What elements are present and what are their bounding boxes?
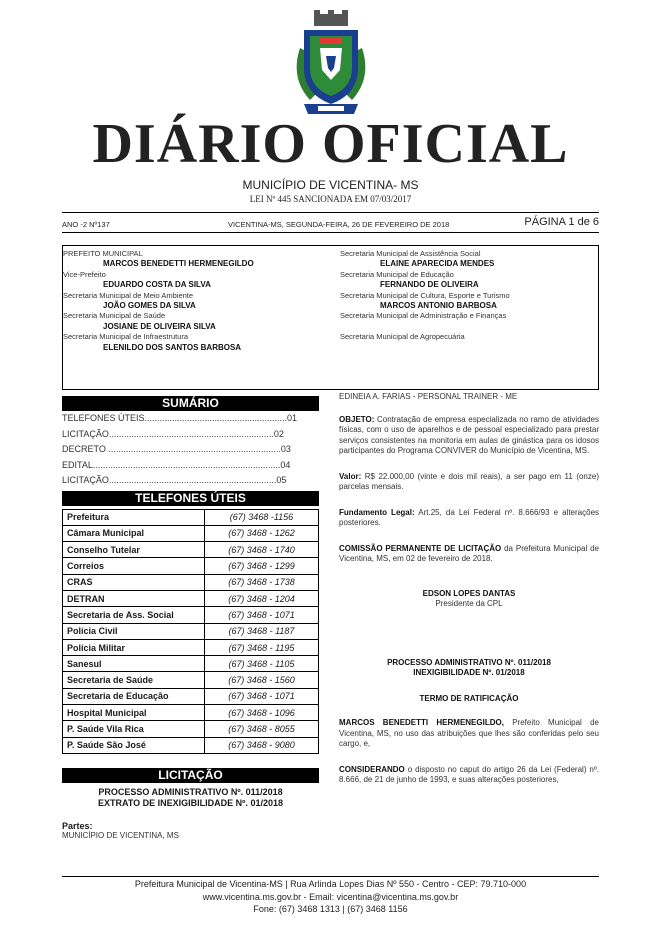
- official-name: EDUARDO COSTA DA SILVA: [103, 280, 211, 290]
- phone-name: Polícia Militar: [63, 639, 205, 655]
- contratada: EDINEIA A. FARIAS - PERSONAL TRAINER - ME: [339, 392, 518, 401]
- inexigibilidade-line-text: INEXIGIBILIDADE Nº. 01/2018: [413, 668, 525, 677]
- phone-number: (67) 3468 - 1195: [205, 639, 319, 655]
- fundamento-text: Art.25, da Lei Federal nº. 8.666/93 e alterações posteriores.: [339, 507, 600, 527]
- phone-number: (67) 3468 - 1071: [205, 607, 319, 623]
- header-rule-bottom: [62, 232, 599, 233]
- phone-number: (67) 3468 - 1738: [205, 574, 319, 590]
- phone-name: Correios: [63, 558, 205, 574]
- phone-name: Câmara Municipal: [63, 525, 205, 541]
- official-name: JOÃO GOMES DA SILVA: [103, 300, 196, 310]
- phone-number: (67) 3468 - 1299: [205, 558, 319, 574]
- sumario-item[interactable]: LICITAÇÃO..................................................................02: [62, 428, 284, 439]
- marcos-label: MARCOS BENEDETTI HERMENEGILDO,: [339, 718, 504, 727]
- partes-value: MUNICÍPIO DE VICENTINA, MS: [62, 830, 179, 840]
- table-row: [63, 590, 319, 606]
- processo-line-text: PROCESSO ADMINISTRATIVO Nº. 011/2018: [387, 657, 551, 667]
- comissao-text: da Prefeitura Municipal de Vicentina, MS, em 02 de fevereiro de 2018.: [339, 543, 599, 563]
- phone-name: Secretaria de Educação: [63, 688, 205, 704]
- fundamento-paragraph: [339, 508, 599, 529]
- official-role: Secretaria Municipal de Meio Ambiente: [63, 290, 194, 300]
- termo-heading-text: TERMO DE RATIFICAÇÃO: [419, 693, 519, 703]
- table-row: [63, 672, 319, 688]
- header-rule-top: [62, 212, 599, 213]
- phone-name: DETRAN: [63, 590, 205, 606]
- table-row: [63, 558, 319, 574]
- inexigibilidade-line: [339, 668, 599, 679]
- marcos-paragraph: [339, 718, 599, 750]
- officials-left-column: [63, 249, 331, 353]
- table-row: [63, 737, 319, 753]
- official-name: FERNANDO DE OLIVEIRA: [380, 280, 479, 290]
- phone-number: (67) 3468 - 1187: [205, 623, 319, 639]
- marcos-text: Prefeito Municipal de Vicentina, MS, no uso das atribuições que lhes são conferidas pelo seu cargo, e,: [339, 718, 599, 748]
- footer-rule: [62, 876, 599, 877]
- sumario-heading: SUMÁRIO: [62, 396, 319, 411]
- page-footer: [0, 878, 661, 916]
- phone-name: Polícia Civil: [63, 623, 205, 639]
- comissao-paragraph: [339, 544, 599, 565]
- phone-number: (67) 3468 - 1262: [205, 525, 319, 541]
- footer-phones: Fone: (67) 3468 1313 | (67) 3468 1156: [253, 904, 408, 914]
- phone-name: Hospital Municipal: [63, 705, 205, 721]
- official-role: Secretaria Municipal de Infraestrutura: [63, 332, 189, 342]
- sumario-item[interactable]: TELEFONES ÚTEIS.........................................................01: [62, 413, 298, 423]
- municipal-crest-logo: [290, 8, 372, 120]
- official-role: PREFEITO MUNICIPAL: [63, 249, 143, 258]
- licitacao-heading: LICITAÇÃO: [62, 768, 319, 783]
- phone-name: P. Saúde Vila Rica: [63, 721, 205, 737]
- right-column: [339, 392, 599, 786]
- official-name: ELAINE APARECIDA MENDES: [380, 259, 495, 269]
- phone-name: Secretaria de Saúde: [63, 672, 205, 688]
- table-row: [63, 705, 319, 721]
- official-role: Secretaria Municipal de Assistência Social: [340, 249, 481, 258]
- table-row: [63, 656, 319, 672]
- phone-number: (67) 3468 -1156: [205, 509, 319, 525]
- footer-address: Prefeitura Municipal de Vicentina-MS | Rua Arlinda Lopes Dias Nº 550 - Centro - CEP: 79.710-000: [134, 879, 527, 889]
- table-row: [63, 688, 319, 704]
- valor-text: R$ 22.000,00 (vinte e dois mil reais), a ser pago em 11 (onze) parcelas mensais.: [339, 471, 599, 491]
- phone-name: CRAS: [63, 574, 205, 590]
- official-role: Secretaria Municipal de Educação: [340, 269, 454, 279]
- considerando-text: o disposto no caput do artigo 26 da Lei (Federal) nº. 8.666, de 21 de junho de 1993, e suas alterações posteriores,: [339, 764, 599, 784]
- phone-name: Secretaria de Ass. Social: [63, 607, 205, 623]
- considerando-label: CONSIDERANDO: [339, 764, 405, 774]
- phone-number: (67) 3468 - 1560: [205, 672, 319, 688]
- phone-number: (67) 3468 - 1105: [205, 656, 319, 672]
- table-row: [63, 525, 319, 541]
- licitacao-extrato: EXTRATO DE INEXIGIBILIDADE Nº. 01/2018: [97, 797, 283, 808]
- valor-paragraph: [339, 472, 599, 493]
- officials-box: [62, 245, 599, 390]
- phone-number: (67) 3468 - 1096: [205, 705, 319, 721]
- comissao-label: COMISSÃO PERMANENTE DE LICITAÇÃO: [339, 543, 502, 553]
- signature-name-text: EDSON LOPES DANTAS: [422, 588, 516, 598]
- official-role: Secretaria Municipal de Administração e Finanças: [340, 311, 507, 321]
- sumario-item[interactable]: LICITAÇÃO...................................................................05: [62, 475, 287, 485]
- licitacao-processo: PROCESSO ADMINISTRATIVO Nº. 011/2018: [98, 786, 283, 797]
- table-row: [63, 574, 319, 590]
- official-name: MARCOS ANTONIO BARBOSA: [380, 300, 497, 310]
- lei-line: LEI Nº 445 SANCIONADA EM 07/03/2017: [249, 194, 412, 204]
- left-column: [62, 396, 319, 840]
- official-role: Secretaria Municipal de Cultura, Esporte e Turismo: [340, 290, 510, 300]
- processo-line: [339, 658, 599, 669]
- telefones-heading: TELEFONES ÚTEIS: [62, 491, 319, 506]
- objeto-label: OBJETO:: [339, 414, 375, 424]
- sumario-item[interactable]: EDITAL...........................................................................04: [62, 459, 291, 470]
- objeto-paragraph: [339, 415, 599, 457]
- sumario-list: [62, 411, 319, 489]
- phone-number: (67) 3468 - 1204: [205, 590, 319, 606]
- official-role: Vice-Prefeito: [63, 269, 106, 279]
- official-name: [340, 322, 598, 332]
- official-name: JOSIANE DE OLIVEIRA SILVA: [103, 321, 216, 331]
- official-role: Secretaria Municipal de Saúde: [63, 311, 166, 321]
- sumario-item[interactable]: DECRETO .....................................................................03: [62, 444, 291, 454]
- phone-number: (67) 3468 - 1071: [205, 688, 319, 704]
- partes-label: Partes:: [62, 820, 93, 831]
- footer-web-email[interactable]: www.vicentina.ms.gov.br - Email: vicentina@vicentina.ms.gov.br: [202, 891, 459, 902]
- phone-name: Conselho Tutelar: [63, 542, 205, 558]
- phone-number: (67) 3468 - 1740: [205, 542, 319, 558]
- phone-name: P. Saúde São José: [63, 737, 205, 753]
- masthead-title: DIÁRIO OFICIAL: [92, 113, 569, 175]
- issue-info-bar: [62, 216, 599, 230]
- phone-number: (67) 3468 - 9080: [205, 737, 319, 753]
- page-number: PÁGINA 1 de 6: [524, 216, 599, 228]
- table-row: [63, 607, 319, 623]
- termo-heading: [339, 694, 599, 705]
- issue-number: ANO -2 Nº137: [62, 220, 110, 229]
- table-row: [63, 639, 319, 655]
- official-name: ELENILDO DOS SANTOS BARBOSA: [103, 342, 242, 352]
- table-row: [63, 623, 319, 639]
- phone-name: Sanesul: [63, 656, 205, 672]
- table-row: [63, 542, 319, 558]
- official-role: Secretaria Municipal de Agropecuária: [340, 332, 465, 342]
- official-name: MARCOS BENEDETTI HERMENEGILDO: [103, 259, 254, 269]
- table-row: [63, 721, 319, 737]
- telefones-table: [62, 509, 319, 754]
- objeto-text: Contratação de empresa especializada no ramo de atividades físicas, com o uso de aparelhos e de pessoal especializado para prestar serviços consistentes na monitoria em aulas de ginástica para os idosos participantes do Programa CONVIVER do Município de Vicentina, MS.: [339, 414, 599, 455]
- signature-name: [339, 589, 599, 600]
- phone-name: Prefeitura: [63, 509, 205, 525]
- issue-date: VICENTINA-MS, SEGUNDA-FEIRA, 26 DE FEVEREIRO DE 2018: [228, 220, 450, 229]
- officials-right-column: [340, 249, 598, 343]
- municipio-subtitle: MUNICÍPIO DE VICENTINA- MS: [242, 178, 419, 192]
- considerando-paragraph: [339, 765, 599, 786]
- signature-role: Presidente da CPL: [435, 599, 503, 608]
- phone-number: (67) 3468 - 8055: [205, 721, 319, 737]
- table-row: [63, 509, 319, 525]
- fundamento-label: Fundamento Legal:: [339, 507, 415, 517]
- valor-label: Valor:: [339, 471, 362, 481]
